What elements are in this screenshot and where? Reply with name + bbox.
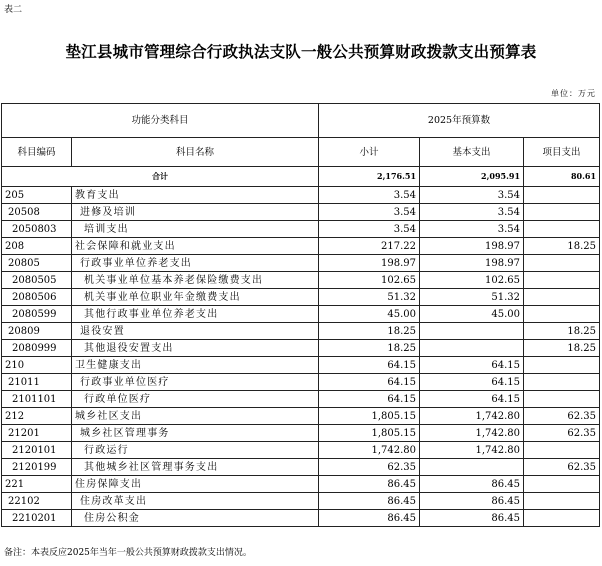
row-project bbox=[524, 391, 600, 408]
row-subtotal: 1,805.15 bbox=[319, 408, 420, 425]
row-project bbox=[524, 272, 600, 289]
row-code: 20508 bbox=[2, 204, 72, 221]
total-row bbox=[2, 167, 600, 187]
row-project: 62.35 bbox=[524, 459, 600, 476]
row-name: 城乡社区管理事务 bbox=[72, 425, 319, 442]
row-code: 205 bbox=[2, 187, 72, 204]
total-basic: 2,095.91 bbox=[420, 167, 524, 187]
row-name: 其他行政事业单位养老支出 bbox=[72, 306, 319, 323]
header-budget-year: 2025年预算数 bbox=[319, 104, 600, 138]
row-name: 其他城乡社区管理事务支出 bbox=[72, 459, 319, 476]
row-code: 2050803 bbox=[2, 221, 72, 238]
row-code: 210 bbox=[2, 357, 72, 374]
row-code: 2080599 bbox=[2, 306, 72, 323]
table-row bbox=[2, 459, 600, 476]
row-name: 住房保障支出 bbox=[72, 476, 319, 493]
row-project: 62.35 bbox=[524, 425, 600, 442]
header-functional-classification: 功能分类科目 bbox=[2, 104, 319, 138]
row-name: 教育支出 bbox=[72, 187, 319, 204]
row-subtotal: 198.97 bbox=[319, 255, 420, 272]
row-basic: 3.54 bbox=[420, 204, 524, 221]
row-code: 2120199 bbox=[2, 459, 72, 476]
row-basic bbox=[420, 340, 524, 357]
row-code: 21011 bbox=[2, 374, 72, 391]
row-basic: 64.15 bbox=[420, 357, 524, 374]
unit-label: 单位：万元 bbox=[551, 89, 596, 98]
row-name: 社会保障和就业支出 bbox=[72, 238, 319, 255]
table-row bbox=[2, 187, 600, 204]
row-project: 18.25 bbox=[524, 238, 600, 255]
row-basic: 45.00 bbox=[420, 306, 524, 323]
row-subtotal: 86.45 bbox=[319, 510, 420, 527]
row-basic: 198.97 bbox=[420, 238, 524, 255]
header-project: 项目支出 bbox=[524, 138, 600, 167]
row-subtotal: 51.32 bbox=[319, 289, 420, 306]
header-name: 科目名称 bbox=[72, 138, 319, 167]
total-project: 80.61 bbox=[524, 167, 600, 187]
row-project bbox=[524, 255, 600, 272]
row-project bbox=[524, 493, 600, 510]
table-row bbox=[2, 238, 600, 255]
row-name: 进修及培训 bbox=[72, 204, 319, 221]
row-subtotal: 3.54 bbox=[319, 204, 420, 221]
row-code: 2120101 bbox=[2, 442, 72, 459]
row-project: 18.25 bbox=[524, 323, 600, 340]
row-subtotal: 64.15 bbox=[319, 391, 420, 408]
row-project: 62.35 bbox=[524, 408, 600, 425]
row-subtotal: 217.22 bbox=[319, 238, 420, 255]
table-row bbox=[2, 255, 600, 272]
row-code: 2080506 bbox=[2, 289, 72, 306]
row-name: 退役安置 bbox=[72, 323, 319, 340]
header-row-group bbox=[2, 104, 600, 138]
row-name: 行政事业单位养老支出 bbox=[72, 255, 319, 272]
header-basic: 基本支出 bbox=[420, 138, 524, 167]
row-subtotal: 62.35 bbox=[319, 459, 420, 476]
row-basic: 64.15 bbox=[420, 374, 524, 391]
footnote: 备注：本表反应2025年当年一般公共预算财政拨款支出情况。 bbox=[4, 548, 252, 558]
row-basic: 86.45 bbox=[420, 493, 524, 510]
row-project bbox=[524, 204, 600, 221]
row-subtotal: 64.15 bbox=[319, 357, 420, 374]
row-basic: 64.15 bbox=[420, 391, 524, 408]
row-name: 行政运行 bbox=[72, 442, 319, 459]
row-basic: 1,742.80 bbox=[420, 425, 524, 442]
row-basic: 102.65 bbox=[420, 272, 524, 289]
row-name: 行政单位医疗 bbox=[72, 391, 319, 408]
table-row bbox=[2, 476, 600, 493]
row-code: 2101101 bbox=[2, 391, 72, 408]
row-subtotal: 45.00 bbox=[319, 306, 420, 323]
table-row bbox=[2, 306, 600, 323]
total-subtotal: 2,176.51 bbox=[319, 167, 420, 187]
table-row bbox=[2, 357, 600, 374]
row-code: 20805 bbox=[2, 255, 72, 272]
row-code: 22102 bbox=[2, 493, 72, 510]
table-row bbox=[2, 289, 600, 306]
row-subtotal: 1,805.15 bbox=[319, 425, 420, 442]
row-code: 212 bbox=[2, 408, 72, 425]
table-row bbox=[2, 425, 600, 442]
table-row bbox=[2, 442, 600, 459]
row-code: 21201 bbox=[2, 425, 72, 442]
header-code: 科目编码 bbox=[2, 138, 72, 167]
row-project bbox=[524, 476, 600, 493]
page-title: 垫江县城市管理综合行政执法支队一般公共预算财政拨款支出预算表 bbox=[65, 42, 537, 61]
row-basic: 51.32 bbox=[420, 289, 524, 306]
row-basic bbox=[420, 323, 524, 340]
total-label: 合计 bbox=[2, 167, 319, 187]
row-name: 其他退役安置支出 bbox=[72, 340, 319, 357]
row-name: 卫生健康支出 bbox=[72, 357, 319, 374]
row-subtotal: 3.54 bbox=[319, 187, 420, 204]
row-subtotal: 1,742.80 bbox=[319, 442, 420, 459]
table-row bbox=[2, 323, 600, 340]
table-row bbox=[2, 204, 600, 221]
table-row bbox=[2, 374, 600, 391]
header-row-columns bbox=[2, 138, 600, 167]
row-project bbox=[524, 374, 600, 391]
row-code: 208 bbox=[2, 238, 72, 255]
row-code: 20809 bbox=[2, 323, 72, 340]
row-code: 2210201 bbox=[2, 510, 72, 527]
row-subtotal: 18.25 bbox=[319, 340, 420, 357]
row-code: 2080505 bbox=[2, 272, 72, 289]
row-basic bbox=[420, 459, 524, 476]
row-basic: 3.54 bbox=[420, 221, 524, 238]
row-name: 住房公积金 bbox=[72, 510, 319, 527]
row-project bbox=[524, 357, 600, 374]
row-basic: 86.45 bbox=[420, 476, 524, 493]
row-project bbox=[524, 510, 600, 527]
table-row bbox=[2, 408, 600, 425]
row-name: 机关事业单位职业年金缴费支出 bbox=[72, 289, 319, 306]
table-number-label: 表二 bbox=[4, 5, 23, 15]
row-basic: 1,742.80 bbox=[420, 442, 524, 459]
table-row bbox=[2, 272, 600, 289]
row-basic: 86.45 bbox=[420, 510, 524, 527]
row-name: 住房改革支出 bbox=[72, 493, 319, 510]
table-row bbox=[2, 340, 600, 357]
budget-table bbox=[1, 103, 600, 527]
table-row bbox=[2, 493, 600, 510]
row-project bbox=[524, 442, 600, 459]
row-project bbox=[524, 289, 600, 306]
row-subtotal: 86.45 bbox=[319, 476, 420, 493]
row-name: 培训支出 bbox=[72, 221, 319, 238]
row-basic: 1,742.80 bbox=[420, 408, 524, 425]
row-subtotal: 102.65 bbox=[319, 272, 420, 289]
table-row bbox=[2, 391, 600, 408]
row-code: 2080999 bbox=[2, 340, 72, 357]
table-row bbox=[2, 510, 600, 527]
row-basic: 3.54 bbox=[420, 187, 524, 204]
row-project bbox=[524, 306, 600, 323]
row-subtotal: 86.45 bbox=[319, 493, 420, 510]
row-project: 18.25 bbox=[524, 340, 600, 357]
table-row bbox=[2, 221, 600, 238]
row-subtotal: 18.25 bbox=[319, 323, 420, 340]
row-name: 城乡社区支出 bbox=[72, 408, 319, 425]
row-basic: 198.97 bbox=[420, 255, 524, 272]
row-project bbox=[524, 221, 600, 238]
row-subtotal: 3.54 bbox=[319, 221, 420, 238]
header-subtotal: 小计 bbox=[319, 138, 420, 167]
row-subtotal: 64.15 bbox=[319, 374, 420, 391]
row-project bbox=[524, 187, 600, 204]
row-name: 行政事业单位医疗 bbox=[72, 374, 319, 391]
row-name: 机关事业单位基本养老保险缴费支出 bbox=[72, 272, 319, 289]
row-code: 221 bbox=[2, 476, 72, 493]
